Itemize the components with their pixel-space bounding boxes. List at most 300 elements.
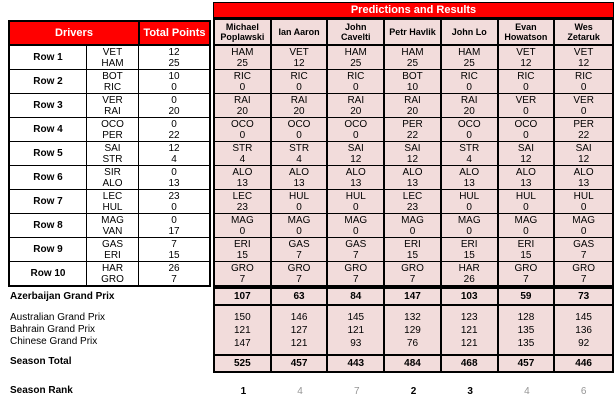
- azerbaijan-points-cell[interactable]: 59: [499, 289, 556, 304]
- pick-code: ALO: [573, 166, 594, 178]
- season-total-cell[interactable]: 457: [499, 356, 556, 371]
- pick-points: 4: [466, 153, 472, 165]
- pick-code: ALO: [232, 166, 253, 178]
- row-label-cell[interactable]: Row 6: [10, 166, 87, 189]
- driver-code: ALO: [102, 177, 123, 189]
- driver-code: RAI: [104, 105, 121, 117]
- pick-cell[interactable]: [385, 190, 442, 213]
- pick-code: STR: [459, 142, 480, 154]
- row-label-cell[interactable]: Row 9: [10, 238, 87, 261]
- driver-code: GAS: [101, 238, 124, 250]
- pick-points: 12: [350, 153, 362, 165]
- row-label-cell[interactable]: Row 1: [10, 46, 87, 69]
- player-name-cell[interactable]: Petr Havlik: [385, 20, 442, 44]
- pick-code: PER: [402, 118, 423, 130]
- pick-code: VET: [516, 46, 536, 58]
- driver-code: LEC: [102, 190, 123, 202]
- pick-code: VER: [515, 94, 537, 106]
- pick-cell[interactable]: [272, 94, 329, 117]
- driver-code-cell[interactable]: [87, 262, 139, 285]
- pick-code: GRO: [344, 262, 368, 274]
- pick-points: 0: [523, 81, 529, 93]
- pick-points: 13: [293, 177, 305, 189]
- row-label-cell[interactable]: Row 10: [10, 262, 87, 285]
- pick-points: 13: [350, 177, 362, 189]
- picks-row: [215, 70, 612, 94]
- pick-cell[interactable]: [385, 94, 442, 117]
- driver-points: 26: [168, 262, 180, 274]
- pick-cell[interactable]: [555, 142, 612, 165]
- pick-cell[interactable]: [328, 118, 385, 141]
- bahrain-points: 136: [575, 324, 592, 336]
- driver-row: [10, 190, 209, 214]
- pick-cell[interactable]: [272, 46, 329, 69]
- player-name-cell[interactable]: John Lo: [442, 20, 499, 44]
- pick-cell[interactable]: [555, 190, 612, 213]
- season-rank-cell[interactable]: 7: [354, 385, 360, 397]
- pick-cell[interactable]: [215, 238, 272, 261]
- pick-code: HAM: [344, 46, 367, 58]
- pick-code: RAI: [347, 94, 365, 106]
- azerbaijan-points-cell[interactable]: 73: [578, 291, 590, 302]
- season-rank-cell[interactable]: 4: [524, 385, 530, 397]
- player-names-row: [213, 18, 614, 46]
- season-total-cell[interactable]: 525: [215, 356, 272, 371]
- driver-row: [10, 238, 209, 262]
- pick-points: 7: [409, 273, 416, 285]
- season-total-cell[interactable]: 468: [442, 356, 499, 371]
- pick-code: OCO: [287, 118, 311, 130]
- driver-points-cell[interactable]: [139, 214, 209, 237]
- pick-code: HAR: [458, 262, 480, 274]
- pick-points: 23: [236, 201, 248, 213]
- pick-cell[interactable]: [272, 70, 329, 93]
- pick-points: 7: [353, 273, 359, 285]
- driver-points-cell[interactable]: [139, 190, 209, 213]
- bahrain-points: 121: [347, 324, 365, 336]
- pick-cell[interactable]: [499, 118, 556, 141]
- driver-points: 23: [168, 190, 180, 202]
- picks-row: [215, 190, 612, 214]
- season-total-cell[interactable]: 443: [328, 356, 385, 371]
- pick-code: GRO: [287, 262, 311, 274]
- pick-code: RIC: [290, 70, 308, 82]
- pick-cell[interactable]: [442, 46, 499, 69]
- driver-code: HAM: [101, 57, 124, 69]
- pick-points: 0: [523, 129, 529, 141]
- driver-points: 4: [171, 153, 177, 165]
- drivers-table-header: [10, 22, 209, 46]
- driver-row: [10, 70, 209, 94]
- season-rank-row: [213, 384, 614, 398]
- driver-points-cell[interactable]: [139, 94, 209, 117]
- pick-cell[interactable]: [215, 70, 272, 93]
- pick-points: 25: [236, 57, 248, 69]
- pick-cell[interactable]: [442, 142, 499, 165]
- season-total-cell[interactable]: 446: [575, 358, 592, 369]
- gp-points-cell[interactable]: [328, 306, 385, 354]
- pick-points: 15: [463, 249, 475, 261]
- pick-cell[interactable]: [555, 46, 612, 69]
- pick-code: GRO: [514, 262, 538, 274]
- pick-cell[interactable]: [385, 262, 442, 285]
- pick-points: 0: [296, 201, 302, 213]
- azerbaijan-gp-label[interactable]: Azerbaijan Grand Prix: [10, 291, 115, 302]
- pick-cell[interactable]: [215, 118, 272, 141]
- total-points-header-cell[interactable]: Total Points: [140, 22, 209, 44]
- driver-points-cell[interactable]: [139, 46, 209, 69]
- driver-code-cell[interactable]: [87, 46, 139, 69]
- pick-points: 0: [296, 81, 302, 93]
- player-name-cell[interactable]: Wes Zetaruk: [567, 22, 600, 42]
- pick-points: 0: [580, 81, 587, 93]
- pick-cell[interactable]: [555, 238, 612, 261]
- azerbaijan-points-cell[interactable]: 107: [215, 289, 272, 304]
- pick-cell[interactable]: [499, 166, 556, 189]
- pick-cell[interactable]: [272, 214, 329, 237]
- driver-code: VET: [102, 46, 123, 58]
- picks-row: [215, 46, 612, 70]
- driver-points-cell[interactable]: [139, 118, 209, 141]
- bahrain-points: 129: [404, 324, 421, 336]
- australian-gp-label[interactable]: Australian Grand Prix: [10, 312, 106, 323]
- player-name-cell[interactable]: John Cavelti: [328, 20, 385, 44]
- driver-row: [10, 214, 209, 238]
- driver-points: 15: [168, 249, 180, 261]
- pick-points: 0: [523, 225, 529, 237]
- pick-cell[interactable]: [385, 214, 442, 237]
- pick-cell[interactable]: [328, 166, 385, 189]
- pick-code: VER: [573, 94, 594, 106]
- pick-cell[interactable]: [272, 190, 329, 213]
- pick-code: HUL: [573, 190, 594, 202]
- driver-row: [10, 142, 209, 166]
- season-total-cell[interactable]: 484: [385, 356, 442, 371]
- driver-points-cell[interactable]: [139, 262, 209, 285]
- pick-cell[interactable]: [328, 70, 385, 93]
- predictions-banner[interactable]: Predictions and Results: [213, 2, 614, 18]
- pick-points: 20: [293, 105, 305, 117]
- pick-code: ALO: [345, 166, 366, 178]
- pick-cell[interactable]: [499, 46, 556, 69]
- pick-cell[interactable]: [555, 118, 612, 141]
- pick-cell[interactable]: [272, 142, 329, 165]
- pick-points: 23: [406, 201, 419, 213]
- australian-points: 123: [460, 311, 478, 323]
- row-label-cell[interactable]: Row 4: [10, 118, 87, 141]
- pick-code: GAS: [288, 238, 310, 250]
- pick-code: HAM: [231, 46, 254, 58]
- pick-points: 7: [580, 273, 587, 285]
- gp-points-cell[interactable]: [499, 306, 556, 354]
- pick-cell[interactable]: [385, 118, 442, 141]
- chinese-points: 135: [517, 337, 535, 349]
- pick-points: 26: [463, 273, 475, 285]
- driver-row: [10, 94, 209, 118]
- pick-points: 0: [296, 129, 302, 141]
- driver-code-cell[interactable]: [87, 94, 139, 117]
- driver-points-cell[interactable]: [139, 142, 209, 165]
- pick-code: HUL: [515, 190, 536, 202]
- season-rank-cell[interactable]: 6: [580, 385, 587, 397]
- driver-code-cell[interactable]: [87, 166, 139, 189]
- picks-row: [215, 238, 612, 262]
- driver-points: 10: [168, 70, 180, 82]
- drivers-table: [8, 20, 211, 287]
- pick-code: ALO: [402, 166, 423, 178]
- pick-cell[interactable]: [328, 46, 385, 69]
- pick-code: HAM: [458, 46, 481, 58]
- pick-code: RAI: [234, 94, 251, 106]
- pick-code: ALO: [289, 166, 310, 178]
- pick-cell[interactable]: [442, 262, 499, 285]
- pick-points: 12: [520, 153, 532, 165]
- driver-code: STR: [102, 153, 123, 165]
- pick-code: LEC: [402, 190, 423, 202]
- pick-cell[interactable]: [385, 166, 442, 189]
- driver-row: [10, 262, 209, 285]
- pick-code: ERI: [234, 238, 251, 250]
- australian-points: 128: [517, 311, 535, 323]
- pick-code: MAG: [514, 214, 538, 226]
- driver-code-cell[interactable]: [87, 142, 139, 165]
- pick-code: RIC: [233, 70, 251, 82]
- pick-cell[interactable]: [215, 190, 272, 213]
- pick-points: 15: [406, 249, 419, 261]
- player-name-cell[interactable]: Michael Poplawski: [215, 20, 272, 44]
- australian-points: 145: [575, 311, 592, 323]
- pick-cell[interactable]: [555, 70, 612, 93]
- season-rank-cell[interactable]: 3: [467, 385, 473, 397]
- driver-code: SAI: [104, 142, 121, 154]
- pick-code: SAI: [575, 142, 592, 154]
- azerbaijan-points-cell[interactable]: 84: [328, 289, 385, 304]
- pick-code: ERI: [517, 238, 535, 250]
- driver-points: 20: [168, 105, 180, 117]
- pick-code: RAI: [404, 94, 421, 106]
- pick-code: ERI: [404, 238, 421, 250]
- driver-points: 25: [168, 57, 180, 69]
- pick-code: HAM: [401, 46, 424, 58]
- pick-points: 20: [236, 105, 248, 117]
- pick-code: MAG: [401, 214, 424, 226]
- pick-cell[interactable]: [215, 166, 272, 189]
- pick-points: 25: [463, 57, 475, 69]
- picks-row: [215, 166, 612, 190]
- picks-row: [215, 118, 612, 142]
- driver-points-cell[interactable]: [139, 238, 209, 261]
- totals-section: [213, 287, 614, 373]
- season-total-label[interactable]: Season Total: [10, 356, 72, 367]
- pick-cell[interactable]: [442, 118, 499, 141]
- pick-cell[interactable]: [442, 94, 499, 117]
- pick-code: RIC: [347, 70, 365, 82]
- driver-row: [10, 166, 209, 190]
- row-label-cell[interactable]: Row 2: [10, 70, 87, 93]
- pick-code: GRO: [401, 262, 424, 274]
- pick-cell[interactable]: [555, 262, 612, 285]
- driver-points-cell[interactable]: [139, 70, 209, 93]
- pick-cell[interactable]: [555, 94, 612, 117]
- pick-points: 7: [523, 273, 529, 285]
- pick-cell[interactable]: [215, 142, 272, 165]
- pick-cell[interactable]: [385, 70, 442, 93]
- pick-points: 20: [463, 105, 475, 117]
- driver-row: [10, 118, 209, 142]
- pick-cell[interactable]: [328, 94, 385, 117]
- pick-code: ALO: [515, 166, 536, 178]
- pick-cell[interactable]: [499, 190, 556, 213]
- driver-code-cell[interactable]: [87, 238, 139, 261]
- pick-code: RAI: [290, 94, 308, 106]
- pick-cell[interactable]: [442, 190, 499, 213]
- gp-points-cell[interactable]: [442, 306, 499, 354]
- driver-points: 13: [168, 177, 180, 189]
- pick-cell[interactable]: [385, 238, 442, 261]
- season-rank-cell[interactable]: 4: [297, 385, 303, 397]
- pick-code: GAS: [573, 238, 595, 250]
- pick-points: 12: [578, 153, 590, 165]
- pick-code: BOT: [402, 70, 423, 82]
- pick-points: 0: [466, 81, 472, 93]
- pick-cell[interactable]: [499, 214, 556, 237]
- azerbaijan-points-cell[interactable]: 63: [272, 289, 329, 304]
- bahrain-points: 135: [517, 324, 535, 336]
- pick-cell[interactable]: [555, 166, 612, 189]
- pick-cell[interactable]: [215, 262, 272, 285]
- driver-points: 12: [168, 46, 180, 58]
- pick-cell[interactable]: [328, 190, 385, 213]
- pick-cell[interactable]: [385, 46, 442, 69]
- player-name-cell[interactable]: Ian Aaron: [272, 20, 329, 44]
- pick-code: OCO: [457, 118, 481, 130]
- driver-code-cell[interactable]: [87, 70, 139, 93]
- gp-points-cell[interactable]: [385, 306, 442, 354]
- pick-points: 25: [406, 57, 419, 69]
- azerbaijan-points-cell[interactable]: 147: [385, 289, 442, 304]
- pick-points: 4: [296, 153, 302, 165]
- pick-points: 7: [296, 249, 302, 261]
- driver-points: 17: [168, 225, 180, 237]
- pick-code: MAG: [572, 214, 596, 226]
- drivers-header-cell[interactable]: Drivers: [10, 22, 140, 44]
- pick-cell[interactable]: [272, 118, 329, 141]
- pick-points: 25: [350, 57, 362, 69]
- picks-row: [215, 94, 612, 118]
- row-label-cell[interactable]: Row 7: [10, 190, 87, 213]
- season-rank-label[interactable]: Season Rank: [10, 385, 73, 396]
- pick-cell[interactable]: [442, 166, 499, 189]
- pick-points: 12: [578, 57, 590, 69]
- driver-points: 0: [171, 201, 177, 213]
- pick-points: 15: [520, 249, 532, 261]
- chinese-gp-label[interactable]: Chinese Grand Prix: [10, 336, 98, 347]
- azerbaijan-points-cell[interactable]: 103: [442, 289, 499, 304]
- pick-cell[interactable]: [499, 238, 556, 261]
- pick-cell[interactable]: [328, 214, 385, 237]
- pick-cell[interactable]: [555, 214, 612, 237]
- pick-cell[interactable]: [385, 142, 442, 165]
- pick-points: 13: [236, 177, 248, 189]
- pick-code: MAG: [287, 214, 311, 226]
- gp-points-cell[interactable]: [215, 306, 272, 354]
- season-rank-cell[interactable]: 2: [410, 385, 417, 397]
- driver-points: 0: [171, 81, 177, 93]
- pick-cell[interactable]: [442, 214, 499, 237]
- pick-cell[interactable]: [272, 262, 329, 285]
- driver-points: 7: [171, 238, 177, 250]
- pick-cell[interactable]: [272, 166, 329, 189]
- bahrain-gp-label[interactable]: Bahrain Grand Prix: [10, 324, 96, 335]
- driver-code: MAG: [101, 214, 124, 226]
- pick-points: 0: [239, 129, 246, 141]
- driver-points-cell[interactable]: [139, 166, 209, 189]
- gp-points-cell[interactable]: [272, 306, 329, 354]
- pick-code: RIC: [517, 70, 535, 82]
- pick-code: MAG: [344, 214, 368, 226]
- gp-points-cell[interactable]: [555, 306, 612, 354]
- pick-code: SAI: [347, 142, 364, 154]
- pick-points: 0: [523, 201, 529, 213]
- pick-cell[interactable]: [442, 238, 499, 261]
- pick-cell[interactable]: [215, 94, 272, 117]
- driver-code: VAN: [102, 225, 123, 237]
- pick-code: OCO: [344, 118, 368, 130]
- pick-points: 0: [409, 225, 416, 237]
- pick-points: 4: [239, 153, 246, 165]
- driver-code-cell[interactable]: [87, 214, 139, 237]
- pick-cell[interactable]: [442, 70, 499, 93]
- pick-points: 12: [293, 57, 305, 69]
- pick-points: 13: [520, 177, 532, 189]
- pick-cell[interactable]: [215, 214, 272, 237]
- pick-points: 7: [239, 273, 246, 285]
- pick-cell[interactable]: [499, 142, 556, 165]
- pick-code: GRO: [230, 262, 254, 274]
- pick-cell[interactable]: [499, 94, 556, 117]
- pick-code: HUL: [345, 190, 366, 202]
- driver-code: GRO: [101, 273, 124, 285]
- driver-code-cell[interactable]: [87, 118, 139, 141]
- pick-cell[interactable]: [328, 142, 385, 165]
- pick-cell[interactable]: [328, 262, 385, 285]
- pick-cell[interactable]: [328, 238, 385, 261]
- row-label-cell[interactable]: Row 5: [10, 142, 87, 165]
- pick-points: 0: [580, 201, 587, 213]
- pick-cell[interactable]: [499, 70, 556, 93]
- driver-points: 12: [168, 142, 180, 154]
- driver-code-cell[interactable]: [87, 190, 139, 213]
- season-total-cell[interactable]: 457: [272, 356, 329, 371]
- pick-code: RIC: [575, 70, 593, 82]
- pick-code: HUL: [289, 190, 310, 202]
- pick-points: 10: [406, 81, 419, 93]
- row-label-cell[interactable]: Row 8: [10, 214, 87, 237]
- pick-cell[interactable]: [499, 262, 556, 285]
- pick-code: MAG: [457, 214, 481, 226]
- season-rank-cell[interactable]: 1: [240, 385, 247, 397]
- pick-cell[interactable]: [215, 46, 272, 69]
- row-label-cell[interactable]: Row 3: [10, 94, 87, 117]
- pick-code: SAI: [517, 142, 534, 154]
- pick-code: LEC: [232, 190, 253, 202]
- player-name-cell[interactable]: Evan Howatson: [499, 20, 556, 44]
- player-picks-grid: [213, 46, 614, 287]
- pick-points: 0: [580, 225, 587, 237]
- pick-cell[interactable]: [272, 238, 329, 261]
- pick-points: 0: [353, 201, 359, 213]
- pick-points: 13: [463, 177, 475, 189]
